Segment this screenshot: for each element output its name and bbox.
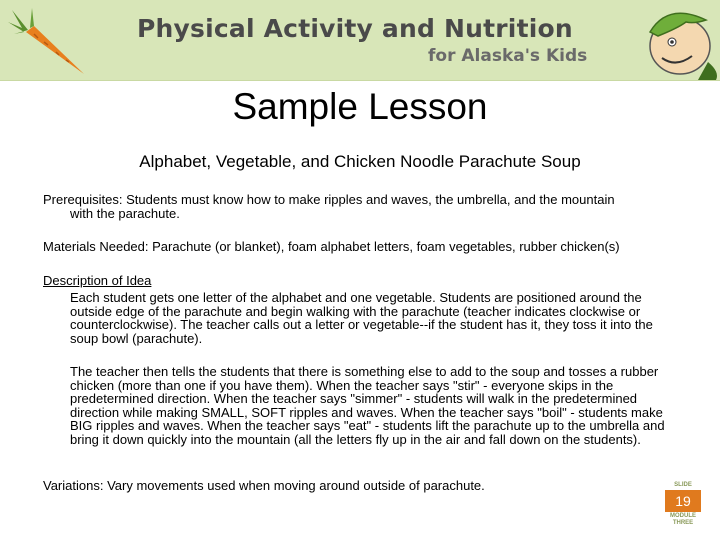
slide-number: 19: [665, 490, 701, 512]
header-banner: [0, 0, 720, 81]
prerequisites: [43, 193, 683, 220]
variations-text: Vary movements used when moving around outside of parachute.: [103, 478, 485, 493]
slide-label: SLIDE: [674, 482, 692, 488]
description-label: [43, 274, 683, 288]
description-paragraph-2: The teacher then tells the students that there is something else to add to the soup and tosses a rubber chicken (more than one if you have them). When the teacher says "stir" - everyone skips in the predetermined direction. When the teacher says "simmer" - students will walk in the predetermined direction while making SMALL, SOFT ripples and waves. When the teacher says "boil" - students make BIG ripples and waves. When the teacher says "eat" - students lift the parachute up to the umbrella and bring it down quickly into the mountain (all the letters fly up in the air and fall down on the students).: [70, 364, 665, 447]
banner-subtitle: for Alaska's Kids: [428, 46, 588, 66]
materials-text: Parachute (or blanket), foam alphabet letters, foam vegetables, rubber chicken(s): [148, 239, 620, 254]
prerequisites-text: Students must know how to make ripples and waves, the umbrella, and the mountain: [122, 192, 615, 207]
prerequisites-continuation: with the parachute.: [70, 205, 180, 221]
prerequisites-label: Prerequisites:: [43, 192, 123, 207]
variations-label: Variations:: [43, 478, 104, 493]
banner-title: Physical Activity and Nutrition: [137, 14, 573, 43]
page-title: Sample Lesson: [232, 86, 488, 127]
description-paragraph-1: Each student gets one letter of the alphabet and one vegetable. Students are positioned around the outside edge of the parachute and begin walking with the parachute (teacher indicates clockwise or counterclockwise). The teacher calls out a letter or vegetable--if the student has it, they toss it into the soup bowl (parachute).: [70, 290, 653, 346]
description-heading: Description of Idea: [43, 273, 152, 288]
slide-badge: [664, 482, 702, 524]
carrot-icon: [4, 4, 94, 78]
kid-mascot-icon: [628, 2, 720, 80]
lesson-title: Alphabet, Vegetable, and Chicken Noodle Parachute Soup: [139, 152, 581, 171]
variations: [43, 479, 683, 493]
materials: [43, 240, 683, 254]
materials-label: Materials Needed:: [43, 239, 149, 254]
module-label: MODULE THREE: [670, 513, 696, 526]
